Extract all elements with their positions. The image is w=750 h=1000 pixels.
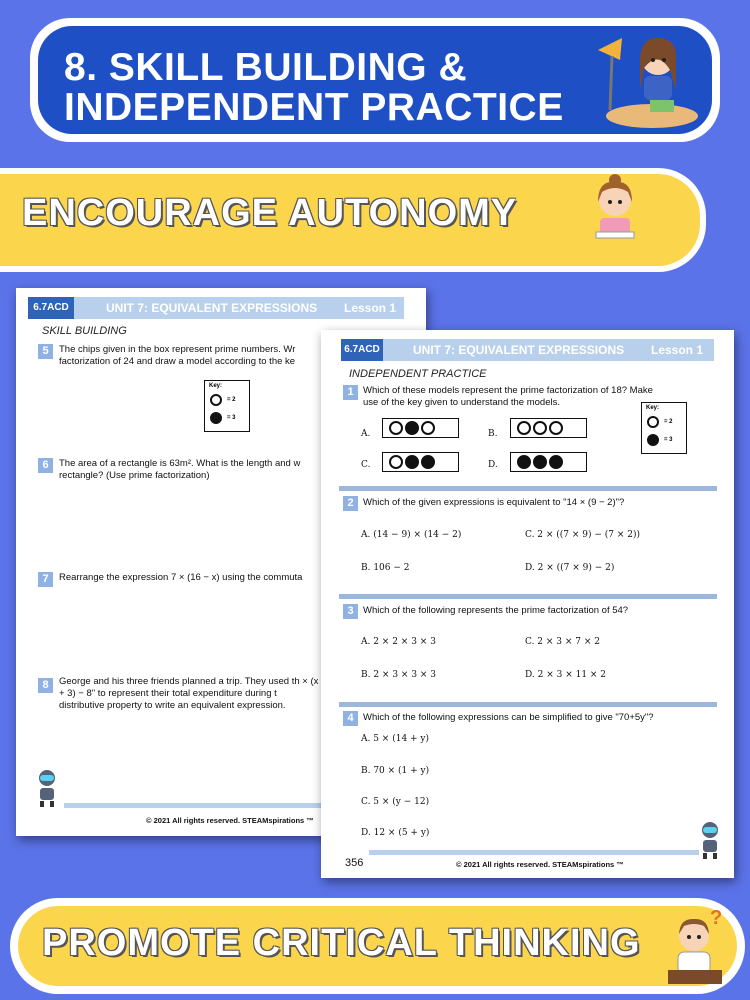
question-text: George and his three friends planned a trip. They used th × (x + 3) − 8" to represent their total expenditure during t distributive property to write an equivalent expression. [59, 676, 319, 711]
question-text: The chips given in the box represent prime numbers. Wr factorization of 24 and draw a model according to the ke [59, 344, 296, 367]
critical-thinking-ribbon-text: PROMOTE CRITICAL THINKING [42, 922, 641, 964]
worksheet-independent-practice [321, 330, 734, 878]
footer-divider [64, 803, 364, 808]
filled-chip-icon [405, 421, 419, 435]
unit-title: UNIT 7: EQUIVALENT EXPRESSIONS [106, 301, 318, 315]
answer-option[interactable]: D. 12 × (5 + y) [361, 828, 430, 838]
option-label: C. [361, 460, 371, 470]
answer-option[interactable]: D. 2 × ((7 × 9) − 2) [525, 563, 615, 573]
question-divider [339, 702, 717, 707]
answer-option[interactable]: A. (14 − 9) × (14 − 2) [361, 530, 462, 540]
question-number: 2 [343, 496, 358, 511]
lesson-label: Lesson 1 [651, 343, 704, 357]
header-banner [30, 18, 720, 142]
filled-chip-icon [647, 434, 659, 446]
open-chip-icon [210, 394, 222, 406]
answer-option[interactable]: D. 2 × 3 × 11 × 2 [525, 670, 607, 680]
robot-icon [697, 820, 723, 860]
option-label: D. [488, 460, 498, 470]
thinking-boy-icon [664, 904, 734, 990]
question-divider [339, 594, 717, 599]
chip-model-b[interactable] [510, 418, 587, 438]
footer-divider [369, 850, 699, 855]
header-title: 8. SKILL BUILDING & INDEPENDENT PRACTICE [64, 46, 564, 129]
filled-chip-icon [210, 412, 222, 424]
question-text: Which of these models represent the prime factorization of 18? Make use of the key given to understand the models. [363, 385, 653, 408]
answer-option[interactable]: C. 5 × (y − 12) [361, 797, 430, 807]
open-chip-icon [389, 421, 403, 435]
girl-studying-icon [592, 30, 702, 130]
answer-option[interactable]: A. 5 × (14 + y) [361, 734, 430, 744]
answer-option[interactable]: C. 2 × 3 × 7 × 2 [525, 637, 600, 647]
answer-option[interactable]: A. 2 × 2 × 3 × 3 [361, 637, 436, 647]
key-value: = 2 [227, 397, 236, 403]
question-number: 7 [38, 572, 53, 587]
key-box [204, 380, 250, 432]
option-label: A. [361, 429, 371, 439]
standard-code: 6.7ACD [28, 297, 74, 319]
question-number: 3 [343, 604, 358, 619]
open-chip-icon [533, 421, 547, 435]
open-chip-icon [647, 416, 659, 428]
key-value: = 2 [664, 419, 673, 425]
question-number: 8 [38, 678, 53, 693]
key-value: = 3 [664, 437, 673, 443]
question-number: 5 [38, 344, 53, 359]
robot-icon [34, 768, 60, 808]
open-chip-icon [421, 421, 435, 435]
answer-option[interactable]: B. 106 − 2 [361, 563, 410, 573]
section-title: SKILL BUILDING [42, 325, 127, 337]
filled-chip-icon [421, 455, 435, 469]
question-number: 1 [343, 385, 358, 400]
answer-option[interactable]: C. 2 × ((7 × 9) − (7 × 2)) [525, 530, 641, 540]
svg-text:?: ? [710, 907, 723, 929]
question-number: 6 [38, 458, 53, 473]
filled-chip-icon [517, 455, 531, 469]
question-text: The area of a rectangle is 63m². What is the length and w rectangle? (Use prime factorization) [59, 458, 301, 481]
chip-model-a[interactable] [382, 418, 459, 438]
chip-model-c[interactable] [382, 452, 459, 472]
answer-option[interactable]: B. 2 × 3 × 3 × 3 [361, 670, 437, 680]
copyright-footer: © 2021 All rights reserved. STEAMspirations ™ [456, 860, 624, 869]
page-number: 356 [345, 857, 364, 869]
filled-chip-icon [533, 455, 547, 469]
key-label: Key: [646, 405, 660, 411]
open-chip-icon [389, 455, 403, 469]
key-box [641, 402, 687, 454]
question-text: Which of the given expressions is equivalent to "14 × (9 − 2)"? [363, 497, 625, 508]
open-chip-icon [549, 421, 563, 435]
section-title: INDEPENDENT PRACTICE [349, 368, 487, 380]
copyright-footer: © 2021 All rights reserved. STEAMspirations ™ [146, 816, 314, 825]
chip-model-d[interactable] [510, 452, 587, 472]
standard-code: 6.7ACD [341, 339, 383, 361]
girl-writing-icon [590, 174, 640, 244]
header-banner-inner [38, 26, 712, 134]
question-divider [339, 486, 717, 491]
open-chip-icon [517, 421, 531, 435]
autonomy-ribbon-text: ENCOURAGE AUTONOMY [22, 192, 518, 234]
question-text: Which of the following represents the prime factorization of 54? [363, 605, 629, 616]
question-number: 4 [343, 711, 358, 726]
question-text: Rearrange the expression 7 × (16 − x) using the commuta [59, 572, 303, 583]
filled-chip-icon [405, 455, 419, 469]
answer-option[interactable]: B. 70 × (1 + y) [361, 766, 430, 776]
key-label: Key: [209, 383, 223, 389]
key-value: = 3 [227, 415, 236, 421]
unit-title: UNIT 7: EQUIVALENT EXPRESSIONS [413, 343, 625, 357]
filled-chip-icon [549, 455, 563, 469]
lesson-label: Lesson 1 [344, 301, 397, 315]
question-text: Which of the following expressions can be simplified to give "70+5y"? [363, 712, 654, 723]
option-label: B. [488, 429, 498, 439]
